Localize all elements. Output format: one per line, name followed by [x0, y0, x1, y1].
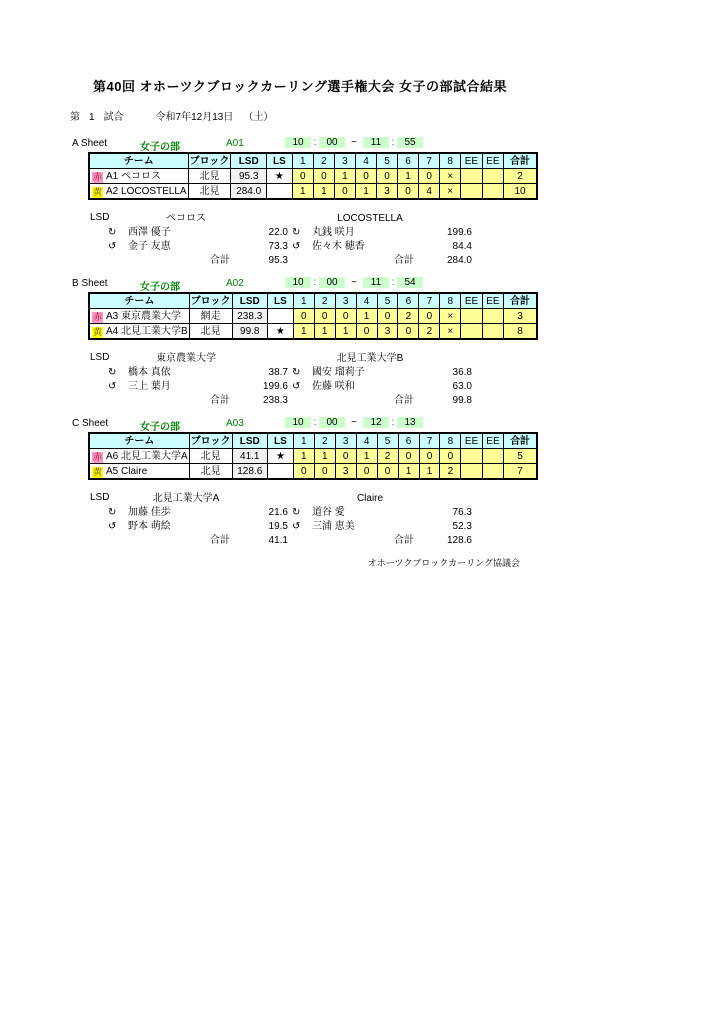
- time-start-hour: 10: [285, 137, 311, 148]
- rotation-ccw-icon: ↺: [108, 521, 117, 532]
- player-name: 野本 萌絵: [128, 521, 171, 532]
- rotation-cw-icon: ↻: [108, 367, 117, 378]
- end-column-header: 3: [335, 293, 356, 309]
- division-label: 女子の部: [140, 422, 180, 433]
- time-start-hour: 10: [285, 417, 311, 428]
- end-score-cell: 0: [419, 309, 440, 324]
- end-score-cell: 4: [419, 184, 440, 200]
- lsd-column-header: LSD: [231, 153, 267, 169]
- ee-column-header: EE: [461, 433, 482, 449]
- team-name: A2 LOCOSTELLA: [106, 185, 187, 197]
- sheet-header-row: [68, 418, 538, 432]
- lsd-total-row: [102, 394, 302, 408]
- score-header-row: [89, 293, 537, 309]
- end-column-header: 2: [314, 293, 335, 309]
- time-colon: :: [391, 417, 395, 428]
- end-column-header: 8: [440, 153, 461, 169]
- time-tilde: ~: [351, 277, 357, 288]
- team-row: [89, 324, 537, 340]
- total-column-header: 合計: [504, 293, 537, 309]
- team-row: [89, 309, 537, 324]
- lsd-team-name: Claire: [356, 493, 384, 504]
- time-colon: :: [313, 417, 317, 428]
- end-score-cell: 0: [377, 169, 398, 184]
- ee-cell: [461, 449, 482, 464]
- player-name: 佐藤 咲和: [312, 381, 355, 392]
- lsd-section-label: LSD: [90, 352, 110, 363]
- end-score-cell: 0: [293, 309, 314, 324]
- end-column-header: 8: [440, 433, 461, 449]
- score-header-row: [89, 153, 537, 169]
- sheet-section: [68, 418, 538, 558]
- player-lsd-value: 19.5: [268, 521, 288, 532]
- score-table: [88, 292, 538, 340]
- ee-column-header: EE: [482, 293, 503, 309]
- lsd-total-value: 128.6: [446, 535, 472, 546]
- player-name: 佐々木 穂香: [312, 241, 365, 252]
- team-name: A6 北見工業大学A: [106, 450, 188, 462]
- hammer-star-cell: ★: [268, 449, 294, 464]
- team-row: [89, 169, 537, 184]
- ee-column-header: EE: [482, 433, 503, 449]
- ls-column-header: LS: [268, 293, 294, 309]
- end-score-cell: ×: [440, 324, 461, 340]
- game-code: A03: [226, 418, 244, 429]
- team-column-header: チーム: [89, 433, 189, 449]
- block-cell: 北見: [188, 184, 231, 200]
- lsd-detail: [68, 492, 528, 548]
- ls-cell: [267, 184, 293, 200]
- ee-cell: [482, 324, 503, 340]
- player-lsd-value: 63.0: [452, 381, 472, 392]
- sheet-header-row: [68, 278, 538, 292]
- end-column-header: 4: [356, 433, 377, 449]
- sheet-section: [68, 138, 538, 278]
- end-column-header: 1: [293, 433, 314, 449]
- rotation-cw-icon: ↻: [292, 227, 301, 238]
- rotation-ccw-icon: ↺: [108, 381, 117, 392]
- sheet-label: C Sheet: [72, 418, 109, 429]
- lsd-total-row: [286, 394, 506, 408]
- block-cell: 北見: [189, 449, 232, 464]
- block-column-header: ブロック: [189, 293, 232, 309]
- game-code: A01: [226, 138, 244, 149]
- end-score-cell: 1: [313, 184, 334, 200]
- ee-cell: [482, 464, 503, 480]
- total-score-cell: 8: [504, 324, 537, 340]
- end-score-cell: 0: [314, 309, 335, 324]
- block-column-header: ブロック: [189, 433, 232, 449]
- lsd-column-right: [286, 212, 506, 268]
- end-score-cell: 0: [335, 309, 356, 324]
- time-colon: :: [391, 277, 395, 288]
- end-score-cell: 2: [419, 324, 440, 340]
- lsd-player-row: [102, 380, 302, 394]
- team-name: A3 東京農業大学: [106, 310, 182, 322]
- end-score-cell: 0: [419, 449, 440, 464]
- lsd-player-row: [102, 366, 302, 380]
- score-header-row: [89, 433, 537, 449]
- lsd-total-label: 合計: [210, 255, 230, 266]
- lsd-team-name: 東京農業大学: [156, 353, 216, 364]
- team-row: [89, 464, 537, 480]
- time-end-hour: 11: [363, 137, 389, 148]
- ee-cell: [461, 324, 482, 340]
- end-score-cell: 0: [355, 169, 376, 184]
- lsd-team-name: ペコロス: [166, 213, 206, 224]
- total-score-cell: 2: [504, 169, 537, 184]
- yellow-stone-marker: 黄: [92, 186, 102, 197]
- end-column-header: 7: [419, 153, 440, 169]
- end-column-header: 6: [398, 293, 419, 309]
- team-cell: [89, 184, 188, 200]
- time-start-min: 00: [319, 417, 345, 428]
- rotation-ccw-icon: ↺: [108, 241, 117, 252]
- rotation-ccw-icon: ↺: [292, 381, 301, 392]
- lsd-player-row: [286, 380, 506, 394]
- end-score-cell: 1: [292, 184, 313, 200]
- end-score-cell: 0: [356, 324, 377, 340]
- team-name: A4 北見工業大学B: [106, 325, 188, 337]
- ee-column-header: EE: [482, 153, 503, 169]
- match-weekday: （土）: [243, 112, 274, 123]
- block-cell: 北見: [189, 464, 232, 480]
- time-end-min: 55: [397, 137, 423, 148]
- yellow-stone-marker: 黄: [92, 326, 102, 337]
- division-label: 女子の部: [140, 282, 180, 293]
- end-score-cell: 2: [377, 449, 398, 464]
- player-lsd-value: 199.6: [446, 227, 472, 238]
- end-column-header: 2: [314, 433, 335, 449]
- end-column-header: 5: [377, 433, 398, 449]
- hammer-star-cell: ★: [268, 324, 294, 340]
- time-colon: :: [391, 137, 395, 148]
- time-range: [285, 137, 423, 148]
- time-colon: :: [313, 277, 317, 288]
- player-lsd-value: 73.3: [268, 241, 288, 252]
- lsd-player-row: [286, 366, 506, 380]
- lsd-team-name: 北見工業大学B: [336, 353, 404, 364]
- player-name: 三上 葉月: [128, 381, 171, 392]
- end-score-cell: ×: [440, 184, 461, 200]
- end-score-cell: 1: [419, 464, 440, 480]
- end-column-header: 4: [355, 153, 376, 169]
- block-column-header: ブロック: [188, 153, 231, 169]
- end-column-header: 3: [335, 433, 356, 449]
- sheet-label: B Sheet: [72, 278, 108, 289]
- sheets-container: [68, 138, 538, 558]
- player-lsd-value: 76.3: [452, 507, 472, 518]
- lsd-player-row: [102, 506, 302, 520]
- end-score-cell: 1: [293, 324, 314, 340]
- ee-cell: [482, 309, 503, 324]
- end-score-cell: 0: [334, 184, 355, 200]
- yellow-stone-marker: 黄: [92, 466, 102, 477]
- player-name: 道谷 愛: [312, 507, 345, 518]
- time-end-hour: 11: [363, 277, 389, 288]
- ee-cell: [482, 449, 503, 464]
- team-cell: [89, 449, 189, 464]
- lsd-value-cell: 128.6: [232, 464, 268, 480]
- end-score-cell: 0: [292, 169, 313, 184]
- ls-column-header: LS: [267, 153, 293, 169]
- ls-cell: [268, 464, 294, 480]
- team-name: A5 Claire: [106, 465, 148, 477]
- game-code: A02: [226, 278, 244, 289]
- total-score-cell: 3: [504, 309, 537, 324]
- end-score-cell: 0: [356, 464, 377, 480]
- division-label: 女子の部: [140, 142, 180, 153]
- ee-cell: [461, 464, 482, 480]
- lsd-section-label: LSD: [90, 212, 110, 223]
- end-score-cell: 1: [355, 184, 376, 200]
- end-score-cell: 1: [314, 324, 335, 340]
- block-cell: 網走: [189, 309, 232, 324]
- end-score-cell: 1: [398, 169, 419, 184]
- lsd-value-cell: 95.3: [231, 169, 267, 184]
- end-score-cell: 0: [398, 184, 419, 200]
- block-cell: 北見: [189, 324, 232, 340]
- player-lsd-value: 199.6: [262, 381, 288, 392]
- rotation-cw-icon: ↻: [108, 507, 117, 518]
- end-column-header: 1: [292, 153, 313, 169]
- team-cell: [89, 464, 189, 480]
- end-score-cell: 0: [377, 309, 398, 324]
- footer-org: オホーツクブロックカーリング協議会: [367, 558, 520, 568]
- end-score-cell: ×: [440, 169, 461, 184]
- lsd-column-right: [286, 352, 506, 408]
- lsd-total-value: 41.1: [268, 535, 288, 546]
- match-suffix: 試合: [103, 112, 124, 123]
- ee-cell: [482, 184, 503, 200]
- time-range: [285, 417, 423, 428]
- total-score-cell: 7: [504, 464, 537, 480]
- ls-column-header: LS: [268, 433, 294, 449]
- end-score-cell: 0: [293, 464, 314, 480]
- lsd-total-row: [102, 534, 302, 548]
- team-name: A1 ペコロス: [106, 170, 162, 182]
- lsd-team-name: 北見工業大学A: [152, 493, 220, 504]
- end-score-cell: 0: [335, 449, 356, 464]
- lsd-column-left: [102, 212, 302, 268]
- lsd-total-row: [102, 254, 302, 268]
- lsd-total-row: [286, 534, 506, 548]
- ee-cell: [461, 184, 482, 200]
- match-info: [70, 108, 273, 123]
- lsd-player-row: [286, 226, 506, 240]
- end-score-cell: 0: [398, 449, 419, 464]
- end-score-cell: 3: [335, 464, 356, 480]
- player-name: 橋本 真依: [128, 367, 171, 378]
- player-name: 西澤 優子: [128, 227, 171, 238]
- rotation-cw-icon: ↻: [108, 227, 117, 238]
- end-column-header: 6: [398, 433, 419, 449]
- time-tilde: ~: [351, 417, 357, 428]
- team-cell: [89, 169, 188, 184]
- time-tilde: ~: [351, 137, 357, 148]
- lsd-total-label: 合計: [210, 535, 230, 546]
- score-table: [88, 432, 538, 480]
- lsd-section-label: LSD: [90, 492, 110, 503]
- end-score-cell: 1: [356, 309, 377, 324]
- lsd-total-label: 合計: [210, 395, 230, 406]
- end-column-header: 5: [377, 293, 398, 309]
- time-start-min: 00: [319, 277, 345, 288]
- team-column-header: チーム: [89, 293, 189, 309]
- end-score-cell: 1: [335, 324, 356, 340]
- player-lsd-value: 84.4: [452, 241, 472, 252]
- lsd-player-row: [102, 240, 302, 254]
- end-column-header: 1: [293, 293, 314, 309]
- total-column-header: 合計: [504, 153, 537, 169]
- ee-cell: [461, 169, 482, 184]
- player-name: 金子 友恵: [128, 241, 171, 252]
- lsd-total-label: 合計: [394, 395, 414, 406]
- lsd-total-value: 95.3: [268, 255, 288, 266]
- lsd-column-left: [102, 352, 302, 408]
- time-end-min: 13: [397, 417, 423, 428]
- end-score-cell: 0: [419, 169, 440, 184]
- sheet-header-row: [68, 138, 538, 152]
- player-lsd-value: 22.0: [268, 227, 288, 238]
- lsd-total-label: 合計: [394, 255, 414, 266]
- end-column-header: 2: [313, 153, 334, 169]
- lsd-total-value: 99.8: [452, 395, 472, 406]
- end-score-cell: 2: [398, 309, 419, 324]
- ee-column-header: EE: [461, 293, 482, 309]
- time-start-hour: 10: [285, 277, 311, 288]
- ee-cell: [482, 169, 503, 184]
- total-score-cell: 5: [504, 449, 537, 464]
- end-column-header: 3: [334, 153, 355, 169]
- end-column-header: 7: [419, 293, 440, 309]
- team-cell: [89, 309, 189, 324]
- red-stone-marker: 赤: [92, 171, 102, 182]
- end-score-cell: 1: [398, 464, 419, 480]
- end-score-cell: 0: [314, 464, 335, 480]
- lsd-column-header: LSD: [232, 293, 268, 309]
- lsd-player-row: [102, 226, 302, 240]
- time-end-hour: 12: [363, 417, 389, 428]
- player-lsd-value: 52.3: [452, 521, 472, 532]
- team-column-header: チーム: [89, 153, 188, 169]
- lsd-value-cell: 238.3: [232, 309, 268, 324]
- lsd-column-header: LSD: [232, 433, 268, 449]
- player-lsd-value: 21.6: [268, 507, 288, 518]
- lsd-player-row: [102, 520, 302, 534]
- match-number: 1: [89, 112, 95, 123]
- total-score-cell: 10: [504, 184, 537, 200]
- lsd-column-left: [102, 492, 302, 548]
- lsd-total-row: [286, 254, 506, 268]
- end-score-cell: 2: [440, 464, 461, 480]
- lsd-column-right: [286, 492, 506, 548]
- end-score-cell: 3: [377, 324, 398, 340]
- lsd-player-row: [286, 520, 506, 534]
- end-column-header: 6: [398, 153, 419, 169]
- end-score-cell: 1: [314, 449, 335, 464]
- match-prefix: 第: [70, 112, 80, 123]
- red-stone-marker: 赤: [92, 311, 102, 322]
- player-name: 丸銭 咲月: [312, 227, 355, 238]
- team-row: [89, 184, 537, 200]
- end-score-cell: 1: [356, 449, 377, 464]
- end-score-cell: 1: [293, 449, 314, 464]
- end-score-cell: 1: [334, 169, 355, 184]
- end-column-header: 7: [419, 433, 440, 449]
- end-score-cell: 0: [440, 449, 461, 464]
- end-score-cell: 0: [398, 324, 419, 340]
- player-name: 三浦 恵美: [312, 521, 355, 532]
- lsd-total-value: 238.3: [262, 395, 288, 406]
- player-name: 加藤 佳歩: [128, 507, 171, 518]
- rotation-ccw-icon: ↺: [292, 521, 301, 532]
- lsd-value-cell: 41.1: [232, 449, 268, 464]
- lsd-detail: [68, 352, 528, 408]
- end-score-cell: ×: [440, 309, 461, 324]
- time-end-min: 54: [397, 277, 423, 288]
- lsd-total-label: 合計: [394, 535, 414, 546]
- hammer-star-cell: ★: [267, 169, 293, 184]
- team-row: [89, 449, 537, 464]
- rotation-ccw-icon: ↺: [292, 241, 301, 252]
- player-name: 國安 瑠莉子: [312, 367, 365, 378]
- end-column-header: 4: [356, 293, 377, 309]
- block-cell: 北見: [188, 169, 231, 184]
- page-title: 第40回 オホーツクブロックカーリング選手権大会 女子の部試合結果: [92, 79, 507, 94]
- lsd-team-name: LOCOSTELLA: [337, 213, 403, 224]
- score-table: [88, 152, 538, 200]
- end-score-cell: 0: [313, 169, 334, 184]
- match-date: 令和7年12月13日: [155, 112, 234, 123]
- lsd-detail: [68, 212, 528, 268]
- lsd-total-value: 284.0: [446, 255, 472, 266]
- time-start-min: 00: [319, 137, 345, 148]
- player-lsd-value: 36.8: [452, 367, 472, 378]
- end-score-cell: 0: [377, 464, 398, 480]
- total-column-header: 合計: [504, 433, 537, 449]
- end-score-cell: 3: [377, 184, 398, 200]
- ee-column-header: EE: [461, 153, 482, 169]
- rotation-cw-icon: ↻: [292, 367, 301, 378]
- end-column-header: 5: [377, 153, 398, 169]
- sheet-label: A Sheet: [72, 138, 108, 149]
- time-range: [285, 277, 423, 288]
- time-colon: :: [313, 137, 317, 148]
- lsd-player-row: [286, 506, 506, 520]
- end-column-header: 8: [440, 293, 461, 309]
- red-stone-marker: 赤: [92, 451, 102, 462]
- lsd-player-row: [286, 240, 506, 254]
- lsd-value-cell: 99.8: [232, 324, 268, 340]
- lsd-value-cell: 284.0: [231, 184, 267, 200]
- ls-cell: [268, 309, 294, 324]
- team-cell: [89, 324, 189, 340]
- rotation-cw-icon: ↻: [292, 507, 301, 518]
- player-lsd-value: 38.7: [268, 367, 288, 378]
- ee-cell: [461, 309, 482, 324]
- sheet-section: [68, 278, 538, 418]
